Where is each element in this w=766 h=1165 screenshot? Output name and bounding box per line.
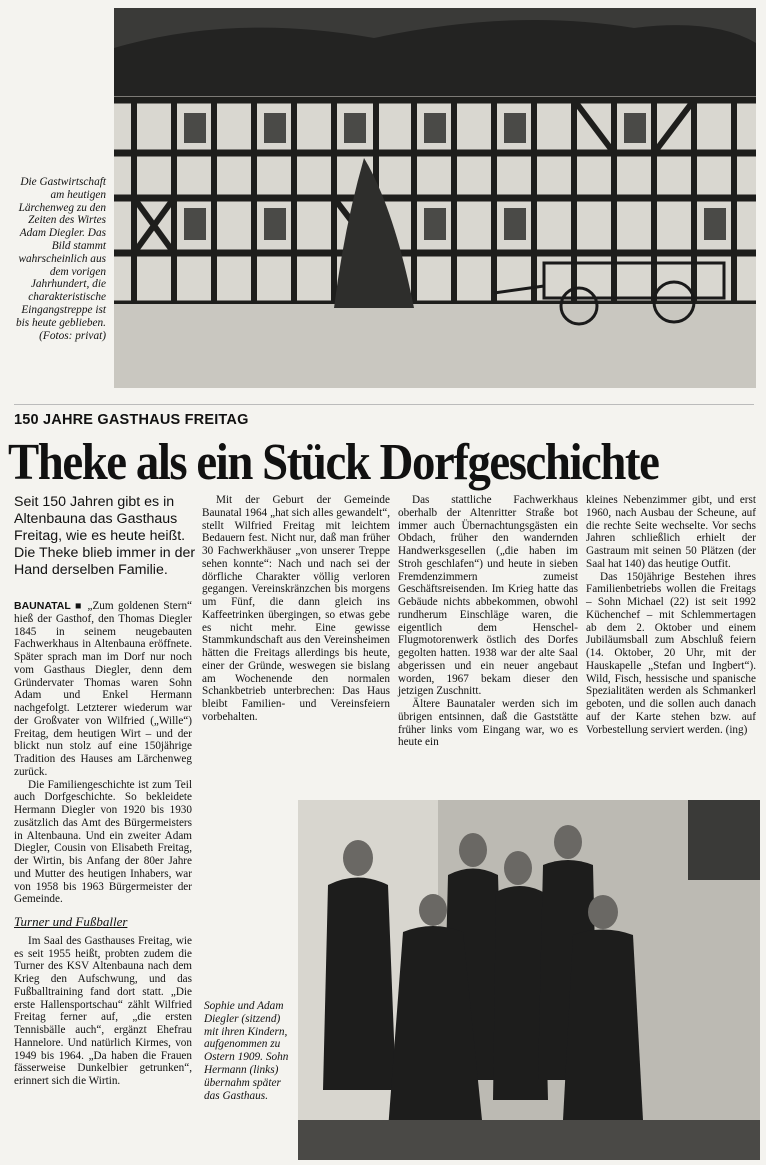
- col4-paragraph-2: Das 150jährige Bestehen ihres Familienbetriebs wollen die Freitags – Sohn Michael (22) ist seit 1992 Küchenchef – mit Schlemmertagen ab dem 2. Oktober und einem Jubiläumsball zum Abschluß feiern (14. Oktober, 20 Uhr, mit der Hauskapelle „Stefan und Ingbert“). Wild, Fisch, hessische und spanische Spezialitäten werden als Schmankerl geboten, und die sollen auch danach auf der Karte stehen bzw. auf Vorbestellung serviert werden. (ing): [586, 570, 756, 736]
- divider-rule: [14, 404, 754, 405]
- article-column-1: [14, 600, 192, 1088]
- bottom-photo-family-portrait: [298, 800, 760, 1160]
- article-column-4: [586, 494, 756, 736]
- article-kicker: 150 JAHRE GASTHAUS FREITAG: [14, 412, 249, 428]
- subheading: Turner und Fußballer: [14, 914, 128, 929]
- col1-paragraph-3: Im Saal des Gasthauses Freitag, wie es seit 1955 heißt, probten zudem die Turner des KSV Altenbauna nach dem Krieg den Aufschwung, und das Fußballtraining fand dort statt. „Die erste Hallensportschau“ zählt Wilfried Freitag ferner auf, „die ersten Tennisbälle auch“, ergänzt Ehefrau Hannelore. Und natürlich Kirmes, von 1949 bis 1964. „Da haben die Frauen fässerweise Dunkelbier getrunken“, erinnert sich die Wirtin.: [14, 934, 192, 1087]
- article-column-3: [398, 494, 578, 749]
- top-photo-half-timbered-house: [114, 8, 756, 388]
- col1-paragraph-2: Die Familiengeschichte ist zum Teil auch Dorfgeschichte. So bekleidete Hermann Diegler von 1920 bis 1930 zusätzlich das Amt des Bürgermeisters in Altenbauna. Und ein zweiter Adam Diegler, Cousin von Elisabeth Freitag, der Wirtin, bis Anfang der 80er Jahre und Mutter des heutigen Inhabers, war von 1958 bis 1963 Bürgermeister der Gemeinde.: [14, 778, 192, 906]
- article-column-2: [202, 494, 390, 724]
- article-headline: Theke als ein Stück Dorfgeschichte: [8, 434, 659, 491]
- col3-paragraph-2: Ältere Baunataler werden sich im übrigen entsinnen, daß die Gaststätte früher links vom Eingang war, wo es heute ein: [398, 698, 578, 749]
- col1-paragraph-1-text: „Zum goldenen Stern“ hieß der Gasthof, den Thomas Diegler 1845 in seinem neugebauten Fachwerkhaus in Altenbauna eröffnete. Später sprach man im Dorf nur noch vom Gasthaus Diegler, denn dem Gründervater Thomas waren Sohn Adam und Enkel Hermann nachgefolgt. Letzterer wiederum war der Großvater von Wilfried („Wille“) Freitag, dem heutigen Wirt – und der blickt nun stolz auf eine 150jährige Tradition des Hauses am Lärchenweg zurück.: [14, 600, 193, 778]
- col1-paragraph-1: [14, 600, 192, 779]
- article-lead: Seit 150 Jahren gibt es in Altenbauna das Gasthaus Freitag, wie es heute heißt. Die Theke blieb immer in der Hand derselben Familie.: [14, 494, 196, 578]
- col3-paragraph-1: Das stattliche Fachwerkhaus oberhalb der Altenritter Straße bot immer auch Übernachtungsgästen ein Obdach, früher den wandernden Handwerksgesellen („die haben im Stroh geschlafen“) und heute in sieben Fremdenzimmern zumeist Geschäftsreisenden. Im Krieg hatte das Gebäude nichts abbekommen, obwohl rundherum Einschläge waren, die eigentlich dem Henschel-Flugmotorenwerk östlich des Dorfes gegolten hatten. 1938 war der alte Saal abgerissen und ein neuer angebaut worden, 1967 bekam dieser den jetzigen Zuschnitt.: [398, 494, 578, 698]
- col2-paragraph-1: Mit der Geburt der Gemeinde Baunatal 1964 „hat sich alles gewandelt“, stellt Wilfried Freitag mit leichtem Bedauern fest. Nicht nur, daß man früher 30 Fachwerkhäuser „von unserer Treppe sehen konnte“: Nach und nach sei der dörfliche Charakter völlig verloren gegangen. Vereinskränzchen bis morgens um Fünf, die dann gleich ins Kaffeetrinken übergingen, so etwas gebe es nicht mehr. Eine gewisse Stammkundschaft aus den Vereinsheimen hätten die Freitags allerdings bis heute, einer der Gründe, weswegen sie bislang am Wochenende den normalen Schankbetrieb unterbrechen: Das Haus bleibt Familien- und Vereinsfeiern vorbehalten.: [202, 494, 390, 723]
- bottom-photo-caption: Sophie und Adam Diegler (sitzend) mit ihren Kindern, aufgenommen zu Ostern 1909. Sohn Hermann (links) übernahm später das Gasthaus.: [204, 1000, 289, 1102]
- top-photo-caption: Die Gastwirtschaft am heutigen Lärchenweg zu den Zeiten des Wirtes Adam Diegler. Das Bild stammt wahrscheinlich aus dem vorigen Jahrhundert, die charakteristische Eingangstreppe ist bis heute geblieben. (Fotos: privat): [15, 176, 106, 342]
- col4-paragraph-1: kleines Nebenzimmer gibt, und erst 1960, nach Ausbau der Scheune, auf die rechte Seite wechselte. Vor sechs Jahren schließlich erhielt der Gastraum mit seinen 50 Plätzen (der Saal hat 140) das heutige Outfit.: [586, 494, 756, 570]
- dateline: BAUNATAL ■: [14, 600, 84, 612]
